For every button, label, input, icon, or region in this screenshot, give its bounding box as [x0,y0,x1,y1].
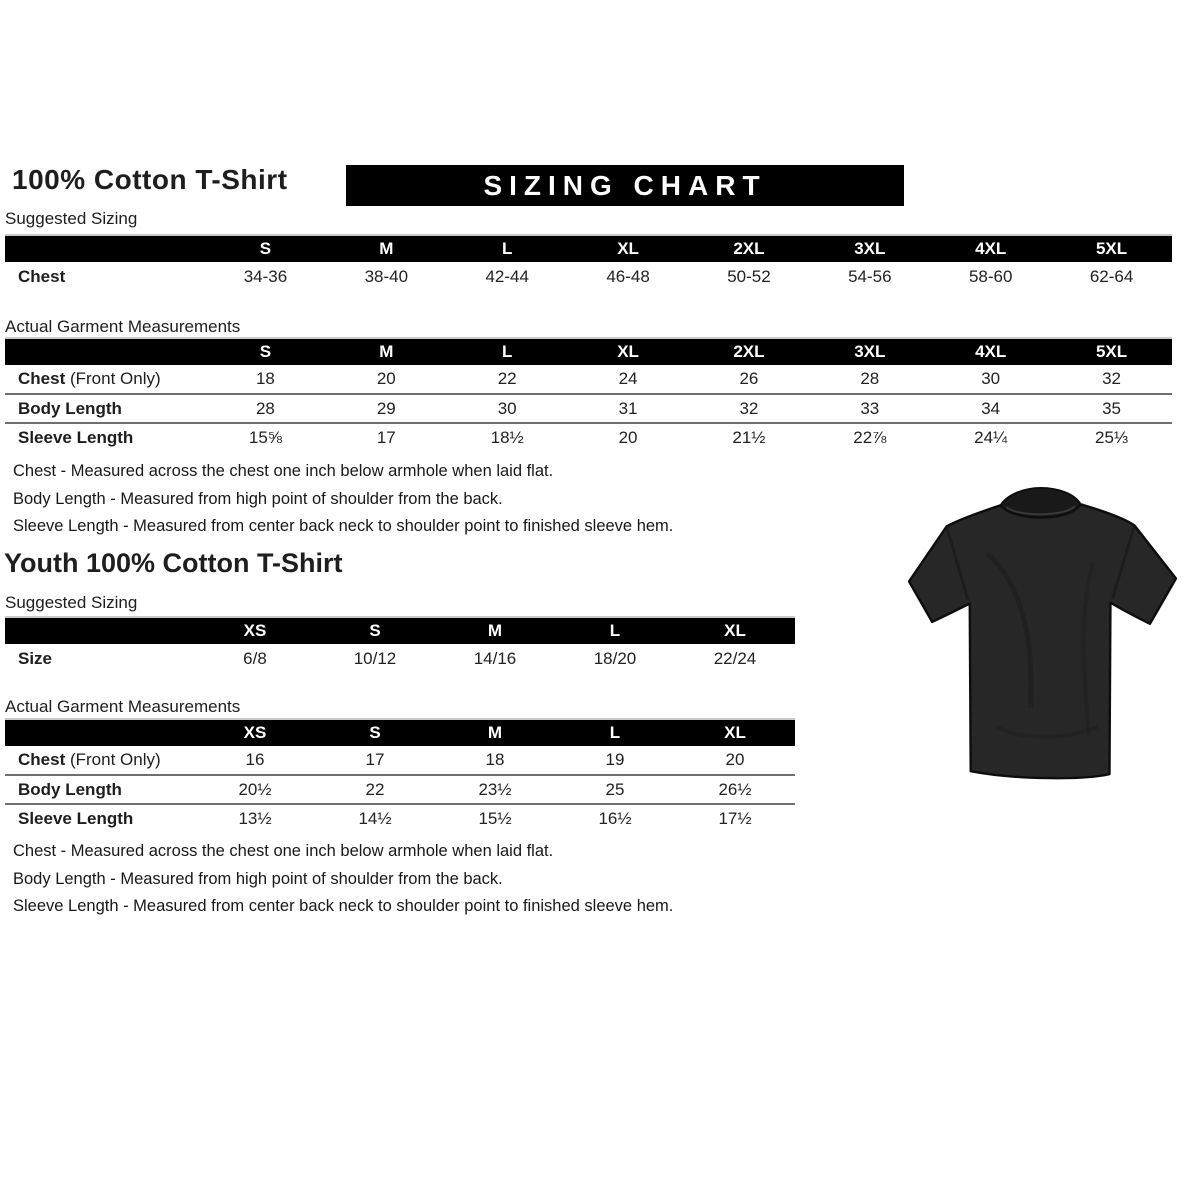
size-column-header: S [259,239,272,258]
table-header-row [5,338,1172,365]
measurement-cell: 14/16 [473,648,517,668]
size-column-header: M [379,239,394,258]
measurement-cell: 21½ [732,428,766,447]
measurement-cell: 34-36 [243,266,288,286]
table-header-row [5,235,1172,262]
black-tshirt-photo [895,486,1190,804]
adult-actual-measurements-table [5,337,1172,452]
measurement-cell: 25⅓ [1095,428,1129,447]
measurement-cell: 17 [376,428,396,447]
corner-cell [5,617,195,644]
table-row [5,394,1172,423]
measurement-cell: 50-52 [727,266,771,286]
adult-product-title: 100% Cotton T-Shirt [12,164,288,195]
table-row [5,365,1172,394]
measurement-cell: 15⅝ [248,428,282,447]
size-column-header: 2XL [733,342,765,361]
measurement-cell: 35 [1102,398,1122,418]
note-sleeve-length: Sleeve Length - Measured from center back neck to shoulder point to finished sleeve hem. [13,897,674,915]
measurement-cell: 17½ [718,809,752,828]
sizing-chart-banner-text: SIZING CHART [483,169,767,201]
size-column-header: L [609,723,621,742]
measurement-cell: 32 [1102,369,1122,388]
note-body-length: Body Length - Measured from high point of shoulder from the back. [13,489,503,508]
size-column-header: XL [724,621,746,640]
measurement-cell: 28 [860,369,880,388]
table-header-row [5,617,795,644]
measurement-cell: 62-64 [1089,266,1134,286]
size-column-header: L [609,621,621,640]
size-column-header: 2XL [733,239,765,258]
measurement-cell: 38-40 [364,266,409,286]
measurement-cell: 46-48 [606,266,650,286]
size-column-header: 4XL [975,239,1007,258]
table-row [5,423,1172,452]
size-column-header: XL [617,342,639,361]
adult-suggested-sizing-table [5,234,1172,291]
measurement-cell: 29 [376,398,396,418]
size-column-header: 4XL [975,342,1007,361]
table-row [5,746,795,775]
size-column-header: XL [617,239,639,258]
measurement-cell: 20½ [238,779,272,799]
sizing-chart-banner [346,165,904,206]
youth-suggested-sizing-table [5,616,795,673]
size-column-header: L [501,342,513,361]
size-column-header: XS [243,621,267,640]
measurement-cell: 16½ [598,809,632,828]
size-column-header: 5XL [1095,239,1128,258]
measurement-cell: 15½ [478,809,512,828]
note-body-length: Body Length - Measured from high point of shoulder from the back. [13,869,503,888]
measurement-cell: 13½ [238,809,272,828]
youth-product-title: Youth 100% Cotton T-Shirt [4,548,343,578]
measurement-cell: 22 [497,369,517,388]
row-label: Chest (Front Only) [18,369,161,388]
youth-suggested-sizing-heading: Suggested Sizing [5,593,138,612]
measurement-cell: 24 [618,369,638,388]
size-column-header: S [369,723,381,742]
measurement-cell: 26 [739,369,759,388]
measurement-cell: 18½ [490,428,524,447]
tshirt-illustration [895,486,1190,804]
measurement-cell: 34 [981,398,1001,418]
size-column-header: S [259,342,272,361]
measurement-cell: 18/20 [593,648,637,668]
corner-cell [5,235,205,262]
size-column-header: 5XL [1095,342,1128,361]
row-label: Chest (Front Only) [18,750,161,769]
table-row [5,775,795,804]
measurement-cell: 54-56 [848,266,892,286]
row-label: Sleeve Length [18,428,134,447]
measurement-cell: 20 [618,428,638,447]
measurement-cell: 31 [618,398,638,418]
measurement-cell: 17 [365,750,385,769]
measurement-cell: 28 [255,398,275,418]
youth-actual-measurements-table [5,718,795,833]
row-label: Body Length [18,398,122,418]
adult-suggested-sizing-heading: Suggested Sizing [5,209,138,228]
measurement-cell: 10/12 [353,648,397,668]
corner-cell [5,338,205,365]
measurement-cell: 24¼ [974,428,1008,447]
measurement-cell: 20 [376,369,396,388]
measurement-cell: 22/24 [713,648,757,668]
measurement-cell: 20 [725,750,745,769]
measurement-cell: 58-60 [968,266,1013,286]
size-column-header: XS [243,723,267,742]
row-label: Body Length [18,779,122,799]
youth-actual-measurements-heading: Actual Garment Measurements [5,697,241,716]
measurement-cell: 22⅞ [853,428,887,447]
measurement-cell: 23½ [478,779,512,799]
size-column-header: XL [724,723,746,742]
size-column-header: L [501,239,513,258]
table-row [5,644,795,673]
measurement-cell: 32 [739,398,759,418]
measurement-cell: 42-44 [485,266,529,286]
corner-cell [5,719,195,746]
table-row [5,804,795,833]
note-chest: Chest - Measured across the chest one inch below armhole when laid flat. [13,462,554,480]
note-chest: Chest - Measured across the chest one inch below armhole when laid flat. [13,842,554,860]
size-column-header: 3XL [854,239,886,258]
size-column-header: 3XL [854,342,886,361]
youth-measurement-notes [13,838,673,921]
note-sleeve-length: Sleeve Length - Measured from center back neck to shoulder point to finished sleeve hem. [13,517,674,535]
size-column-header: M [487,621,503,640]
table-row [5,262,1172,291]
row-label: Size [18,648,53,668]
measurement-cell: 14½ [358,809,392,828]
table-header-row [5,719,795,746]
size-column-header: M [487,723,503,742]
measurement-cell: 33 [860,398,880,418]
row-label: Chest [18,266,66,286]
measurement-cell: 22 [365,779,385,799]
measurement-cell: 25 [605,779,625,799]
adult-measurement-notes [13,458,673,541]
measurement-cell: 18 [255,369,275,388]
size-column-header: S [369,621,381,640]
measurement-cell: 19 [605,750,625,769]
measurement-cell: 16 [245,750,265,769]
measurement-cell: 30 [497,398,517,418]
adult-actual-measurements-heading: Actual Garment Measurements [5,317,241,336]
measurement-cell: 30 [981,369,1001,388]
measurement-cell: 18 [485,750,505,769]
size-column-header: M [379,342,394,361]
measurement-cell: 6/8 [243,648,267,668]
row-label: Sleeve Length [18,809,134,828]
measurement-cell: 26½ [718,779,752,799]
